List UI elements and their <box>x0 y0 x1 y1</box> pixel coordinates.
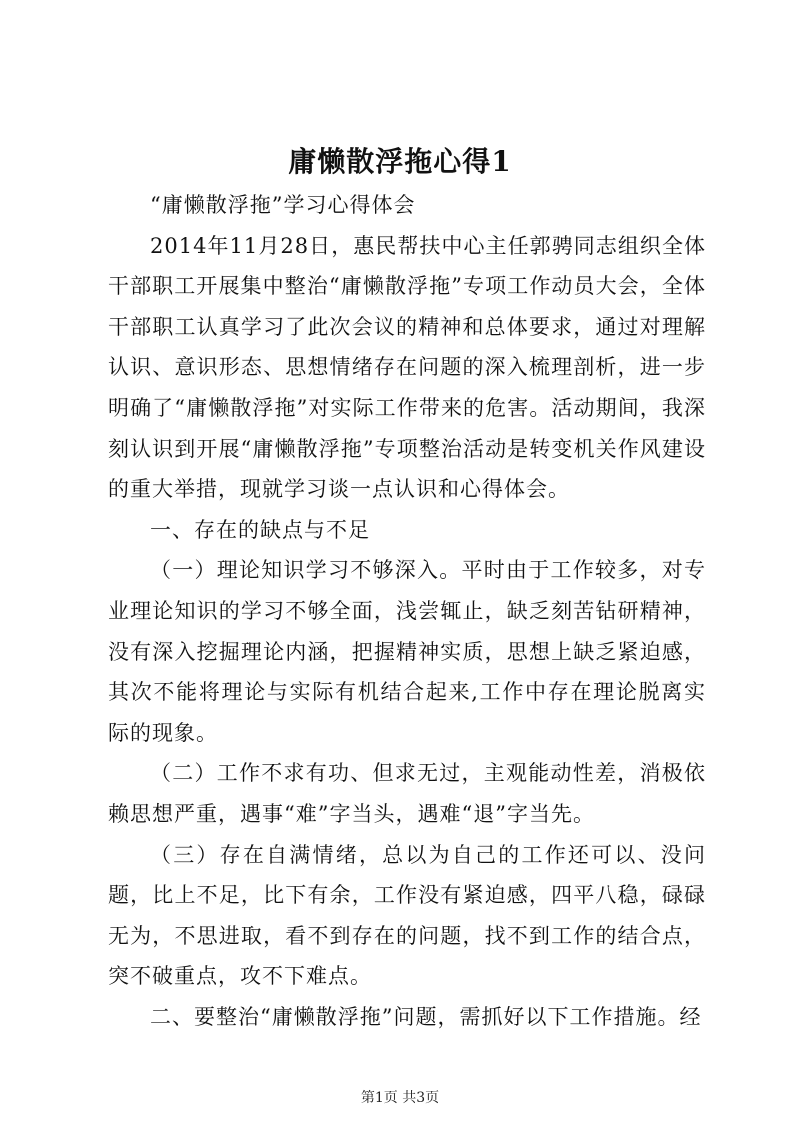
document-title: 庸懒散浮拖心得1 <box>288 145 512 178</box>
paragraph-subtitle: “庸懒散浮拖”学习心得体会 <box>150 193 416 217</box>
section-heading-shortcomings: 一、存在的缺点与不足 <box>150 517 370 542</box>
page-number-footer: 第1页 共3页 <box>360 1090 440 1106</box>
document-body <box>108 185 706 1037</box>
paragraph-point-2: （二）工作不求有功、但求无过，主观能动性差，消极依赖思想严重，遇事“难”字当头，遇难“退”字当先。 <box>108 761 706 826</box>
paragraph-intro: 2014年11月28日，惠民帮扶中心主任郭骋同志组织全体干部职工开展集中整治“庸懒散浮拖”专项工作动员大会，全体干部职工认真学习了此次会议的精神和总体要求，通过对理解认识、意识形态、思想情绪存在问题的深入梳理剖析，进一步明确了“庸懒散浮拖”对实际工作带来的危害。活动期间，我深刻认识到开展“庸懒散浮拖”专项整治活动是转变机关作风建设的重大举措，现就学习谈一点认识和心得体会。 <box>108 233 706 502</box>
paragraph-point-1: （一）理论知识学习不够深入。平时由于工作较多，对专业理论知识的学习不够全面，浅尝辄止，缺乏刻苦钻研精神，没有深入挖掘理论内涵，把握精神实质，思想上缺乏紧迫感，其次不能将理论与实际有机结合起来,工作中存在理论脱离实际的现象。 <box>108 558 706 745</box>
paragraph-point-3: （三）存在自满情绪，总以为自己的工作还可以、没问题，比上不足，比下有余，工作没有紧迫感，四平八稳，碌碌无为，不思进取，看不到存在的问题，找不到工作的结合点，突不破重点，攻不下难点。 <box>108 842 706 989</box>
section-heading-measures: 二、要整治“庸懒散浮拖”问题，需抓好以下工作措施。经 <box>150 1004 702 1029</box>
